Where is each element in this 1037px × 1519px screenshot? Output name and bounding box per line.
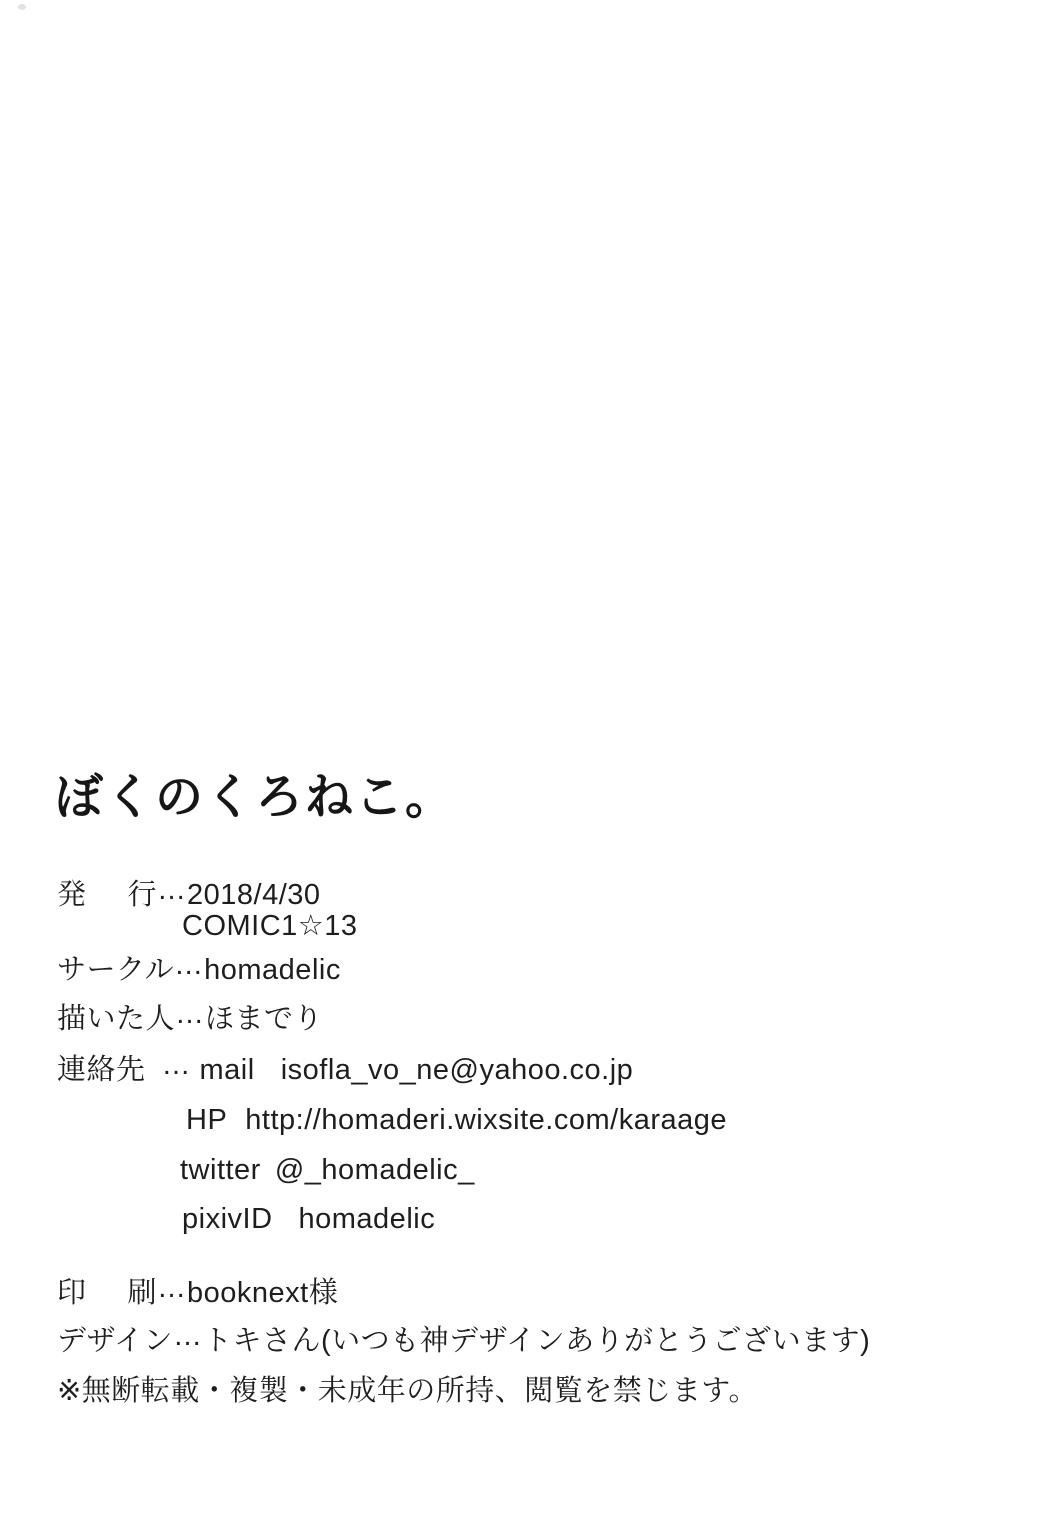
publish-date: 2018/4/30 <box>187 879 321 911</box>
contact-hp-url: http://homaderi.wixsite.com/karaage <box>245 1104 728 1136</box>
printing-label <box>57 1279 157 1308</box>
contact-method-mail: mail <box>199 1054 255 1086</box>
dot-leader: … <box>172 1320 203 1352</box>
contact-pixiv-row <box>182 1205 435 1234</box>
printing-row <box>57 1272 339 1309</box>
contact-twitter-handle: @_homadelic_ <box>274 1154 475 1186</box>
contact-method-twitter: twitter <box>180 1154 261 1186</box>
circle-row <box>57 949 341 986</box>
publish-event: COMIC1☆13 <box>182 910 358 942</box>
design-label: デザイン <box>57 1325 173 1357</box>
contact-pixiv-id: homadelic <box>298 1203 436 1235</box>
publish-row <box>57 874 321 911</box>
dot-leader: … <box>157 1272 187 1304</box>
publish-label-second: 行 <box>127 879 157 911</box>
contact-hp-row <box>186 1106 727 1135</box>
scan-speck <box>18 4 26 10</box>
printer-name: booknext様 <box>187 1277 339 1309</box>
contact-method-hp: HP <box>186 1104 228 1136</box>
artist-row <box>57 998 324 1035</box>
contact-label: 連絡先 <box>57 1054 146 1086</box>
contact-mail-row <box>57 1049 634 1086</box>
contact-email-address: isofla_vo_ne@yahoo.co.jp <box>280 1054 634 1086</box>
dot-leader: … <box>174 949 205 981</box>
copyright-notice: ※無断転載・複製・未成年の所持、閲覧を禁じます。 <box>57 1375 758 1407</box>
publish-label-first: 発 <box>57 879 87 911</box>
publish-label <box>57 881 157 910</box>
circle-label: サークル <box>57 954 175 986</box>
dot-leader: … <box>175 998 206 1030</box>
designer-credit: トキさん(いつも神デザインありがとうございます) <box>202 1325 871 1357</box>
printing-label-first: 印 <box>57 1277 87 1309</box>
dot-leader: … <box>157 874 187 906</box>
design-row <box>57 1320 871 1357</box>
page-title: ぼくのくろねこ。 <box>55 771 456 824</box>
artist-name: ほまでり <box>205 1003 324 1035</box>
dot-leader: … <box>161 1049 192 1081</box>
printing-label-second: 刷 <box>127 1277 157 1309</box>
circle-name: homadelic <box>204 954 341 986</box>
contact-twitter-row <box>180 1156 475 1185</box>
artist-label: 描いた人 <box>57 1003 176 1035</box>
contact-method-pixiv: pixivID <box>182 1203 273 1235</box>
